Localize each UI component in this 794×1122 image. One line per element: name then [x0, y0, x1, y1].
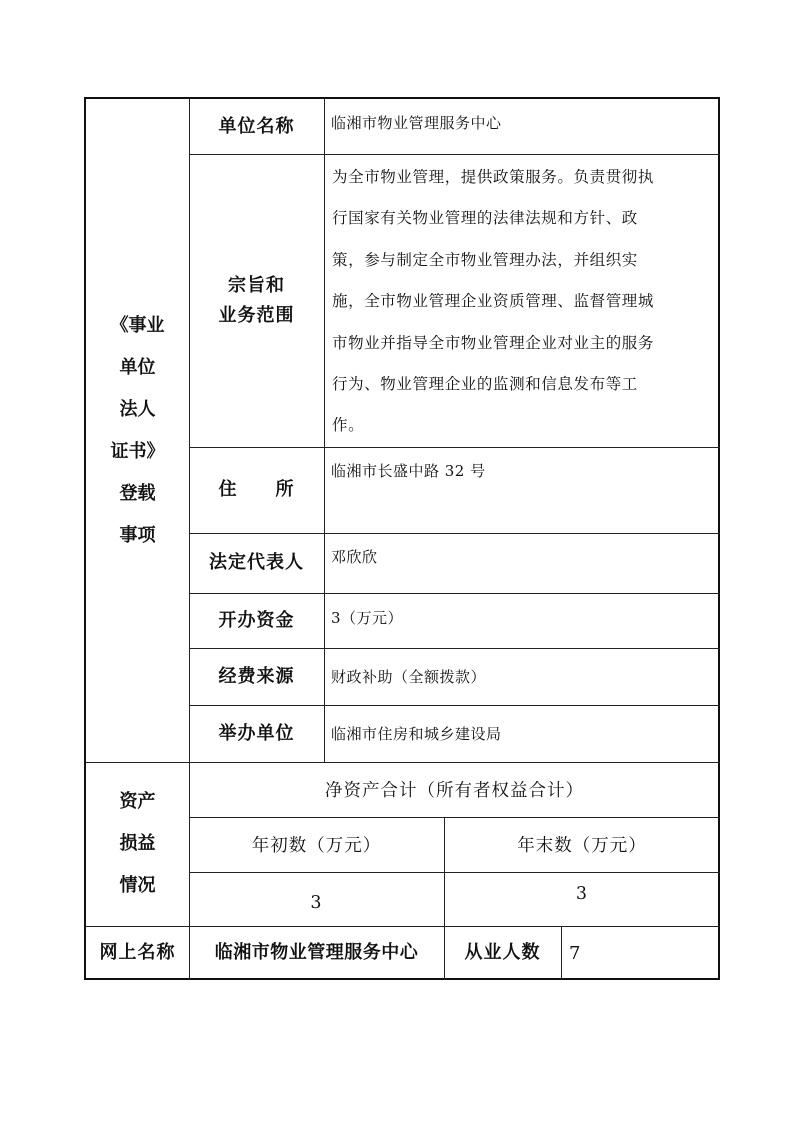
funding-label: 经费来源 [218, 665, 295, 687]
unit-name-value: 临湘市物业管理服务中心 [331, 114, 502, 132]
certificate-section-label [86, 99, 189, 762]
assets-label-line: 损益 [119, 833, 156, 854]
legal-rep-label: 法定代表人 [209, 552, 304, 573]
legal-rep-value: 邓欣欣 [331, 548, 378, 566]
online-name-label: 网上名称 [99, 942, 176, 963]
purpose-line: 施，全市物业管理企业资质管理、监督管理城 [332, 292, 655, 311]
end-of-year-value: 3 [575, 884, 589, 904]
net-assets-header: 净资产合计（所有者权益合计） [325, 781, 584, 801]
assets-label-line: 情况 [119, 875, 156, 896]
side-label-line: 《事业 [110, 314, 165, 336]
address-value: 临湘市长盛中路 32 号 [331, 462, 486, 480]
address-label: 住 所 [218, 479, 295, 500]
purpose-line: 市物业并指导全市物业管理企业对业主的服务 [332, 333, 655, 352]
side-label-line: 事项 [119, 524, 156, 546]
registration-form [84, 97, 720, 980]
sponsor-label: 举办单位 [218, 722, 295, 744]
online-name-value: 临湘市物业管理服务中心 [214, 942, 419, 963]
purpose-label [189, 154, 324, 447]
capital-label: 开办资金 [218, 609, 295, 631]
purpose-line: 为全市物业管理，提供政策服务。负责贯彻执 [332, 168, 655, 186]
sponsor-value: 临湘市住房和城乡建设局 [331, 725, 502, 743]
unit-name-label: 单位名称 [218, 115, 295, 137]
side-label-line: 登载 [119, 482, 156, 504]
side-label-line: 单位 [119, 356, 156, 378]
start-of-year-label: 年初数（万元） [251, 836, 382, 856]
purpose-line: 作。 [332, 416, 365, 435]
purpose-text [324, 157, 720, 447]
end-of-year-label: 年末数（万元） [517, 836, 647, 856]
staff-count-label: 从业人数 [464, 942, 541, 963]
purpose-label-line: 业务范围 [218, 304, 295, 326]
purpose-line: 行国家有关物业管理的法律法规和方针、政 [332, 209, 638, 228]
side-label-line: 法人 [119, 398, 156, 420]
purpose-line: 行为、物业管理企业的监测和信息发布等工 [332, 375, 638, 394]
start-of-year-value: 3 [310, 893, 323, 913]
assets-label-line: 资产 [119, 791, 156, 812]
staff-count-value: 7 [569, 942, 581, 964]
purpose-label-line: 宗旨和 [228, 274, 285, 296]
purpose-line: 策，参与制定全市物业管理办法，并组织实 [332, 250, 638, 269]
side-label-line: 证书》 [110, 440, 165, 462]
capital-value: 3（万元） [331, 609, 404, 627]
funding-value: 财政补助（全额拨款） [331, 668, 487, 686]
assets-section-label [86, 762, 189, 926]
